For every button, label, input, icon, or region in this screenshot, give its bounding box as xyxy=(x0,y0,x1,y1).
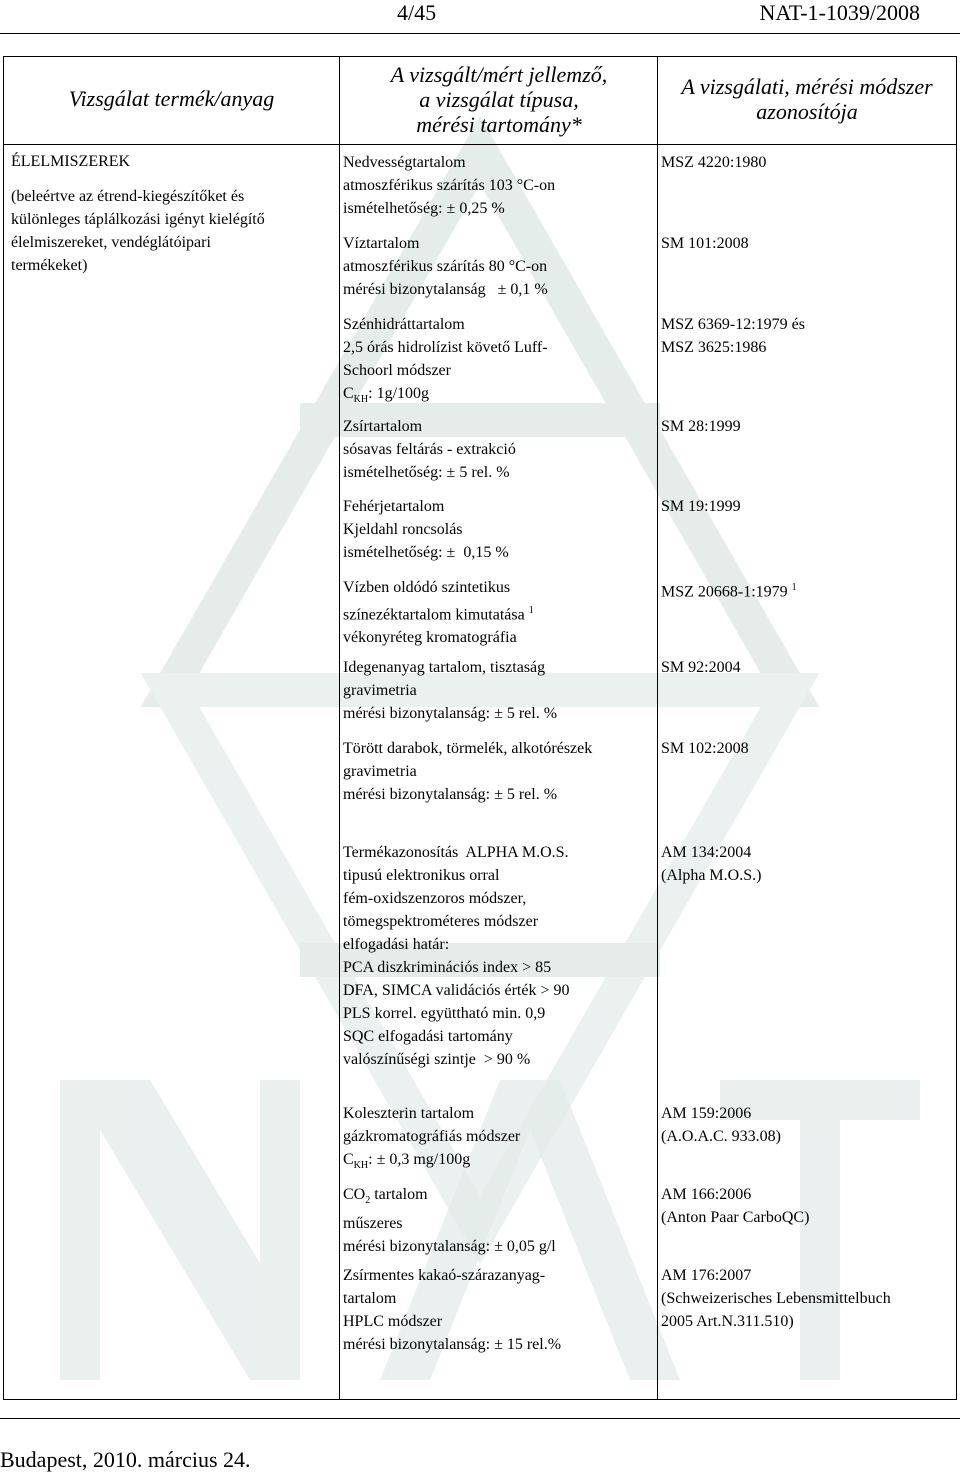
footer-rule xyxy=(0,1418,960,1419)
method-id: SM 102:2008 xyxy=(661,740,749,757)
test-item-water: Víztartalom atmoszférikus szárítás 80 °C-on mérési bizonytalanság ± 0,1 % xyxy=(343,235,548,298)
method-id: SM 101:2008 xyxy=(661,235,749,252)
product-desc-line: élelmiszereket, vendéglátóipari xyxy=(11,234,211,251)
column-divider xyxy=(657,57,658,1399)
col-header-product: Vizsgálat termék/anyag xyxy=(68,86,275,111)
method-id: AM 159:2006 (A.O.A.C. 933.08) xyxy=(661,1105,781,1145)
product-title: ÉLELMISZEREK xyxy=(11,153,131,170)
header-divider xyxy=(4,144,956,145)
method-id: SM 28:1999 xyxy=(661,418,741,435)
test-item-electronic-nose: Termékazonosítás ALPHA M.O.S. tipusú elektronikus orral fém-oxidszenzoros módszer, tömegspektrométeres módszer elfogadási határ: PCA diszkriminációs index > 85 DFA, SIMCA validációs érték > 90 PLS korrel. együttható min. 0,9 SQC elfogadási tartomány valószínűségi szintje > 90 % xyxy=(343,844,570,1068)
method-id: AM 134:2004 (Alpha M.O.S.) xyxy=(661,844,762,884)
test-item-co2: $CO_2$ tartalom műszeres mérési bizonytalanság: ± 0,05 g/l xyxy=(343,1186,556,1256)
footer-date: Budapest, 2010. március 24. xyxy=(0,1447,251,1472)
col-header-method: A vizsgálati, mérési módszer azonosítója xyxy=(681,74,933,124)
test-item-moisture: Nedvességtartalom atmoszférikus szárítás 103 °C-on ismételhetőség: ± 0,25 % xyxy=(343,154,556,217)
test-item-carbohydrate: Szénhidráttartalom 2,5 órás hidrolízist követő Luff- Schoorl módszer $C_{KH}$: 1g/100g xyxy=(343,316,548,406)
product-desc-line: termékeket) xyxy=(11,257,88,274)
test-item-cocoa-solids: Zsírmentes kakaó-szárazanyag- tartalom HPLC módszer mérési bizonytalanság: ± 15 rel.% xyxy=(343,1267,562,1353)
method-id: SM 19:1999 xyxy=(661,498,741,515)
method-id: MSZ 20668-1:1979 $^1$ xyxy=(661,582,797,601)
test-item-dyes: Vízben oldódó szintetikus színezéktartalom kimutatása $^1$ vékonyréteg kromatográfia xyxy=(343,579,534,647)
test-item-cholesterol: Koleszterin tartalom gázkromatográfiás módszer $C_{KH}$: ± 0,3 mg/100g xyxy=(343,1105,521,1172)
method-id: SM 92:2004 xyxy=(661,659,741,676)
product-cell xyxy=(11,150,331,277)
page-number: 4/45 xyxy=(397,0,437,25)
document-id: NAT-1-1039/2008 xyxy=(759,0,920,25)
test-item-broken-pieces: Törött darabok, törmelék, alkotórészek gravimetria mérési bizonytalanság: ± 5 rel. % xyxy=(343,740,593,803)
method-id: AM 176:2007 (Schweizerisches Lebensmittelbuch 2005 Art.N.311.510) xyxy=(661,1267,891,1330)
product-desc-line: különleges táplálkozási igényt kielégítő xyxy=(11,211,265,228)
method-id: MSZ 6369-12:1979 és MSZ 3625:1986 xyxy=(661,316,805,356)
test-item-fat: Zsírtartalom sósavas feltárás - extrakció ismételhetőség: ± 5 rel. % xyxy=(343,418,516,481)
col-header-characteristic: A vizsgált/mért jellemző, a vizsgálat típusa, mérési tartomány* xyxy=(390,62,608,137)
product-desc-line: (beleértve az étrend-kiegészítőket és xyxy=(11,188,245,205)
column-divider xyxy=(339,57,340,1399)
method-id: AM 166:2006 (Anton Paar CarboQC) xyxy=(661,1186,810,1226)
test-item-protein: Fehérjetartalom Kjeldahl roncsolás ismételhetőség: ± 0,15 % xyxy=(343,498,509,561)
method-id: MSZ 4220:1980 xyxy=(661,154,767,171)
test-item-foreign-matter: Idegenanyag tartalom, tisztaság gravimetria mérési bizonytalanság: ± 5 rel. % xyxy=(343,659,558,722)
